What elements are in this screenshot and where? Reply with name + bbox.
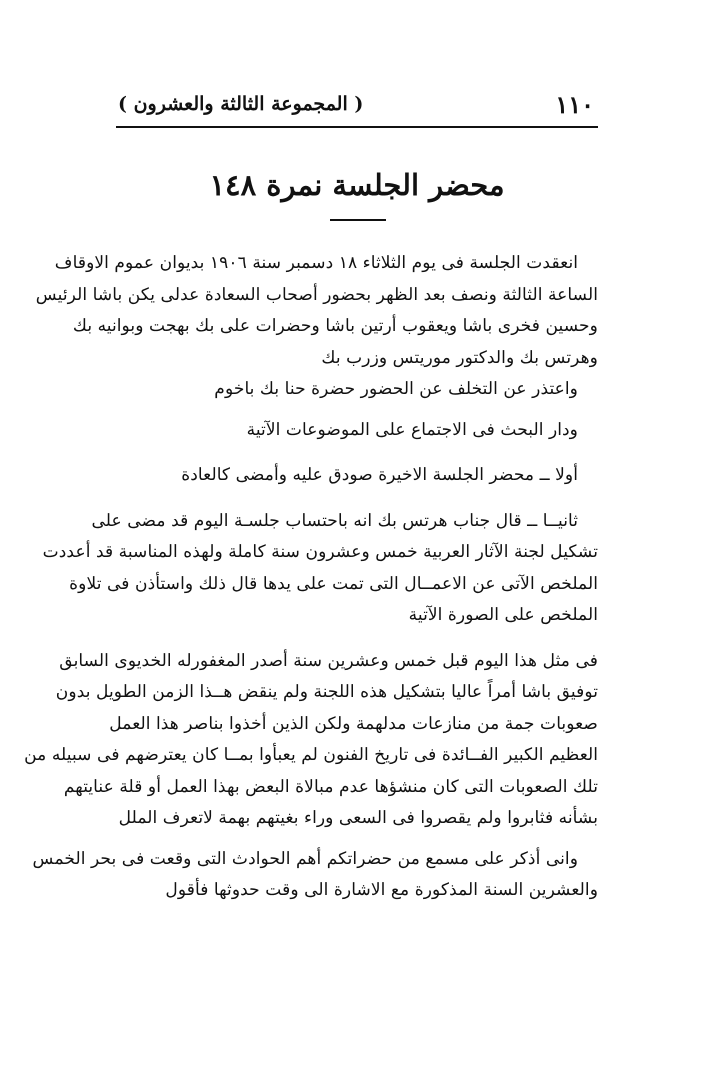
page-number: ١١٠	[555, 89, 594, 119]
body-text	[24, 248, 598, 907]
title-divider	[330, 219, 386, 221]
text-line: أولا ــ محضر الجلسة الاخيرة صودق عليه وأمضى كالعادة	[181, 465, 578, 485]
session-title: محضر الجلسة نمرة ١٤٨	[209, 168, 505, 202]
text-line: صعوبات جمة من منازعات مدلهمة ولكن الذين أخذوا بناصر هذا العمل	[109, 713, 598, 734]
paragraph-attendance	[35, 248, 598, 374]
text-line: وحسين فخرى باشا ويعقوب أرتين باشا وحضرات على بك بهجت وبوانيه بك	[72, 316, 598, 336]
paragraph-apology	[116, 374, 598, 406]
text-line: الملخص على الصورة الآتية	[408, 605, 598, 625]
text-line: الملخص الآتى عن الاعمــال التى تمت على يدها قال ذلك واستأذن فى تلاوة	[69, 573, 598, 594]
paragraph-events	[32, 844, 598, 907]
text-line: ودار البحث فى الاجتماع على الموضوعات الآتية	[246, 419, 578, 440]
paragraph-summary	[24, 646, 598, 835]
text-line: تلك الصعوبات التى كان منشؤها عدم مبالاة البعض بهذا العمل أو قلة عنايتهم	[63, 776, 598, 797]
text-line: واعتذر عن التخلف عن الحضور حضرة حنا بك باخوم	[214, 379, 578, 399]
text-line: ثانيــا ــ قال جناب هرتس بك انه باحتساب جلسـة اليوم قد مضى على	[91, 510, 578, 531]
text-line: والعشرين السنة المذكورة مع الاشارة الى وقت حدوثها فأقول	[165, 880, 598, 900]
text-line: فى مثل هذا اليوم قبل خمس وعشرين سنة أصدر المغفورله الخديوى السابق	[59, 650, 598, 671]
text-line: انعقدت الجلسة فى يوم الثلاثاء ١٨ دسمبر سنة ١٩٠٦ بديوان عموم الاوقاف	[54, 253, 578, 273]
header-rule	[116, 126, 598, 128]
text-line: الساعة الثالثة ونصف بعد الظهر بحضور أصحاب السعادة عدلى يكن باشا الرئيس	[35, 284, 598, 305]
text-line: وهرتس بك والدكتور موريتس وزرب بك	[321, 347, 598, 368]
page-header	[118, 86, 594, 122]
text-line: بشأنه فثابروا ولم يقصروا فى السعى وراء بغيتهم بهمة لاتعرف الملل	[118, 808, 598, 828]
paragraph-agenda	[116, 415, 598, 447]
text-line: العظيم الكبير الفــائدة فى تاريخ الفنون لم يعبأوا بمــا كان يعترضهم فى سبيله من	[24, 745, 598, 765]
text-line: توفيق باشا أمراً عاليا بتشكيل هذه اللجنة ولم ينقض هــذا الزمن الطويل بدون	[55, 682, 598, 702]
running-head: ( المجموعة الثالثة والعشرون )	[118, 93, 364, 115]
text-line: وانى أذكر على مسمع من حضراتكم أهم الحوادث التى وقعت فى بحر الخمس	[32, 848, 578, 869]
text-line: تشكيل لجنة الآثار العربية خمس وعشرون سنة كاملة ولهذه المناسبة قد أعددت	[42, 542, 598, 562]
paragraph-item-first	[116, 460, 598, 492]
paragraph-item-second	[42, 506, 598, 632]
